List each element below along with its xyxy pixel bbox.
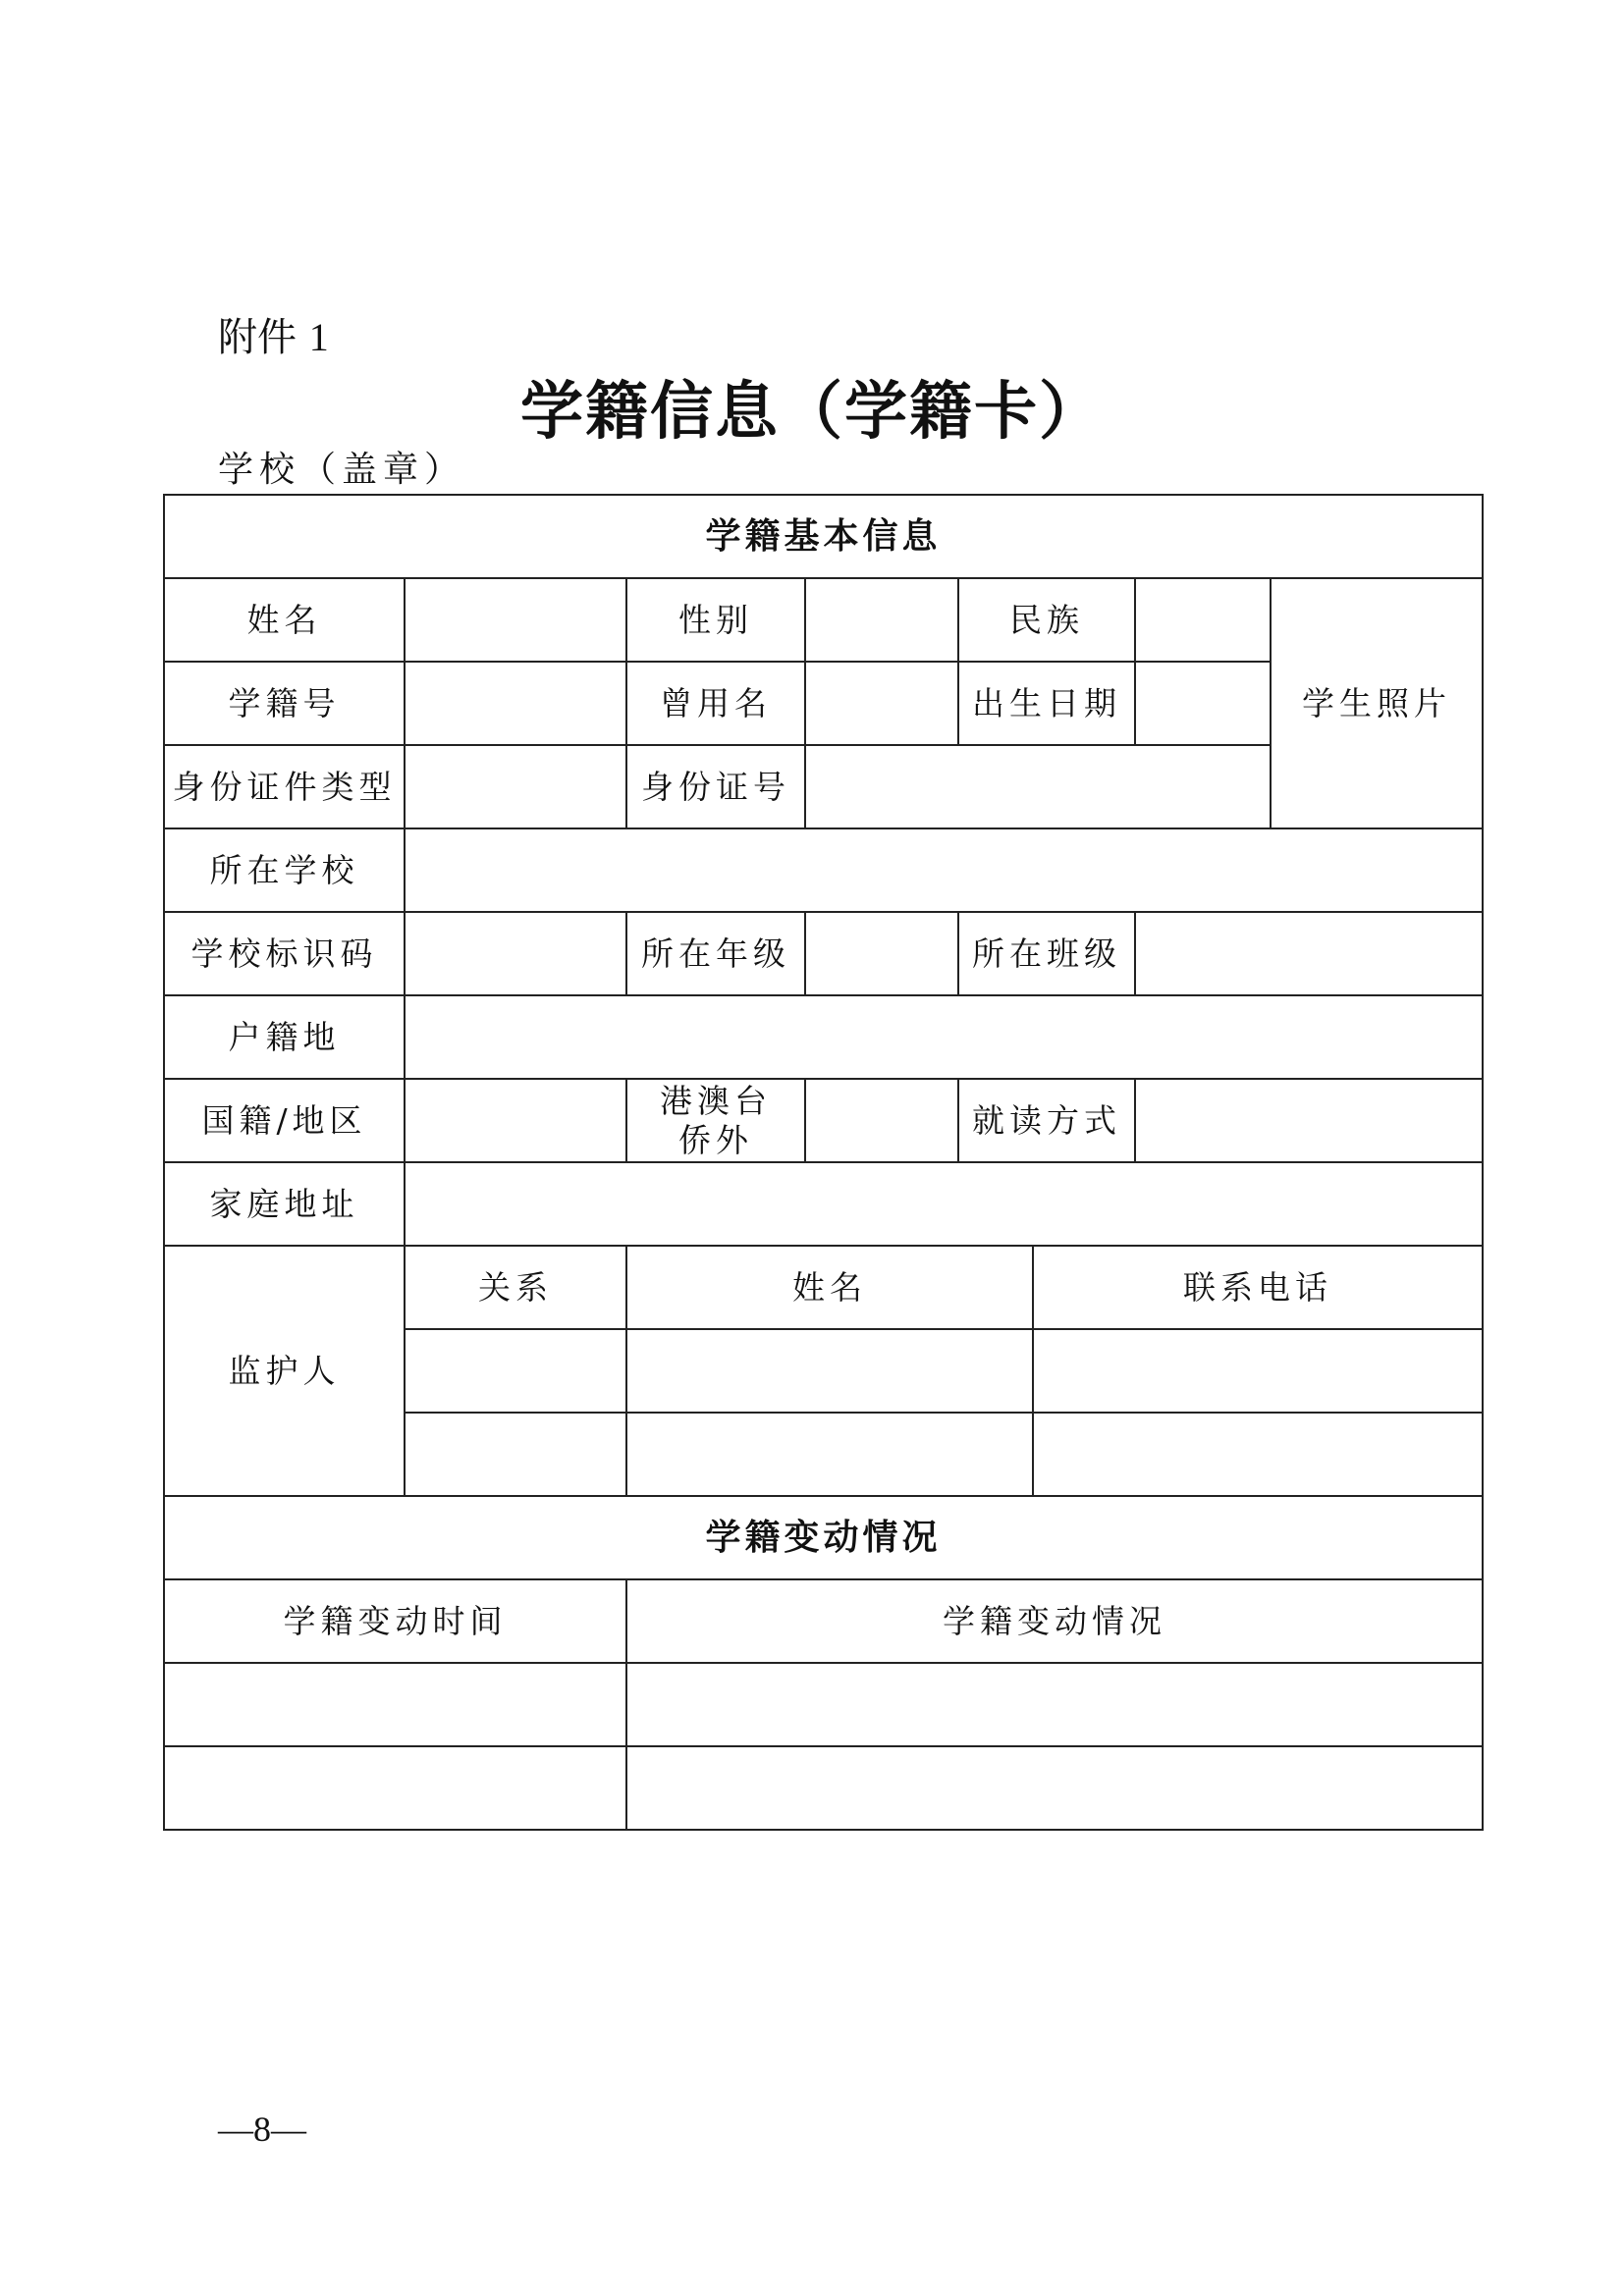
field-household-registration[interactable] [405, 995, 1483, 1079]
label-school: 所在学校 [164, 828, 405, 912]
document-title: 学籍信息（学籍卡） [520, 376, 1104, 449]
field-gender[interactable] [805, 578, 958, 662]
field-former-name[interactable] [805, 662, 958, 745]
guardian-col-phone: 联系电话 [1033, 1246, 1483, 1329]
attachment-label [218, 306, 329, 362]
changes-row [164, 1663, 1483, 1746]
label-birth-date: 出生日期 [958, 662, 1135, 745]
label-nationality-region: 国籍/地区 [164, 1079, 405, 1162]
guardian-header-row [164, 1246, 1483, 1329]
guardian-relation-field[interactable] [405, 1329, 626, 1413]
row-name [164, 578, 1483, 662]
field-birth-date[interactable] [1135, 662, 1271, 745]
guardian-relation-field[interactable] [405, 1413, 626, 1496]
label-id-type: 身份证件类型 [164, 745, 405, 828]
field-school-code[interactable] [405, 912, 626, 995]
row-nationality [164, 1079, 1483, 1162]
row-home-address [164, 1162, 1483, 1246]
guardian-col-name: 姓名 [626, 1246, 1033, 1329]
change-detail-field[interactable] [626, 1663, 1483, 1746]
row-household-registration [164, 995, 1483, 1079]
guardian-name-field[interactable] [626, 1413, 1033, 1496]
label-student-photo: 学生照片 [1271, 578, 1483, 828]
label-home-address: 家庭地址 [164, 1162, 405, 1246]
field-grade[interactable] [805, 912, 958, 995]
change-detail-field[interactable] [626, 1746, 1483, 1830]
basic-info-header-row [164, 495, 1483, 578]
guardian-col-relation: 关系 [405, 1246, 626, 1329]
label-class: 所在班级 [958, 912, 1135, 995]
basic-info-section-title: 学籍基本信息 [164, 495, 1483, 578]
field-nationality-region[interactable] [405, 1079, 626, 1162]
changes-section-title: 学籍变动情况 [164, 1496, 1483, 1579]
label-hk-macao-taiwan-line2: 侨外 [678, 1120, 753, 1159]
field-ethnicity[interactable] [1135, 578, 1271, 662]
field-class[interactable] [1135, 912, 1483, 995]
row-school-code [164, 912, 1483, 995]
guardian-phone-field[interactable] [1033, 1329, 1483, 1413]
field-student-id[interactable] [405, 662, 626, 745]
label-study-mode: 就读方式 [958, 1079, 1135, 1162]
label-grade: 所在年级 [626, 912, 805, 995]
field-id-type[interactable] [405, 745, 626, 828]
guardian-name-field[interactable] [626, 1329, 1033, 1413]
label-id-number: 身份证号 [626, 745, 805, 828]
field-hk-macao-taiwan[interactable] [805, 1079, 958, 1162]
label-former-name: 曾用名 [626, 662, 805, 745]
attachment-label-text: 附件 [218, 315, 297, 360]
label-name: 姓名 [164, 578, 405, 662]
label-guardian: 监护人 [164, 1246, 405, 1496]
changes-header-row [164, 1496, 1483, 1579]
changes-col-detail: 学籍变动情况 [626, 1579, 1483, 1663]
page-number: —8— [218, 2109, 306, 2149]
changes-row [164, 1746, 1483, 1830]
label-student-id: 学籍号 [164, 662, 405, 745]
label-ethnicity: 民族 [958, 578, 1135, 662]
attachment-number: 1 [308, 315, 329, 359]
label-household-registration: 户籍地 [164, 995, 405, 1079]
field-school[interactable] [405, 828, 1483, 912]
label-hk-macao-taiwan-line1: 港澳台 [660, 1081, 772, 1120]
label-hk-macao-taiwan [626, 1079, 805, 1162]
changes-col-time: 学籍变动时间 [164, 1579, 626, 1663]
field-study-mode[interactable] [1135, 1079, 1483, 1162]
label-gender: 性别 [626, 578, 805, 662]
label-school-code: 学校标识码 [164, 912, 405, 995]
guardian-phone-field[interactable] [1033, 1413, 1483, 1496]
changes-columns-row [164, 1579, 1483, 1663]
field-home-address[interactable] [405, 1162, 1483, 1246]
row-school [164, 828, 1483, 912]
change-time-field[interactable] [164, 1663, 626, 1746]
change-time-field[interactable] [164, 1746, 626, 1830]
field-name[interactable] [405, 578, 626, 662]
school-seal-label: 学校（盖章） [218, 450, 466, 490]
field-id-number[interactable] [805, 745, 1271, 828]
student-record-card [163, 494, 1484, 1831]
